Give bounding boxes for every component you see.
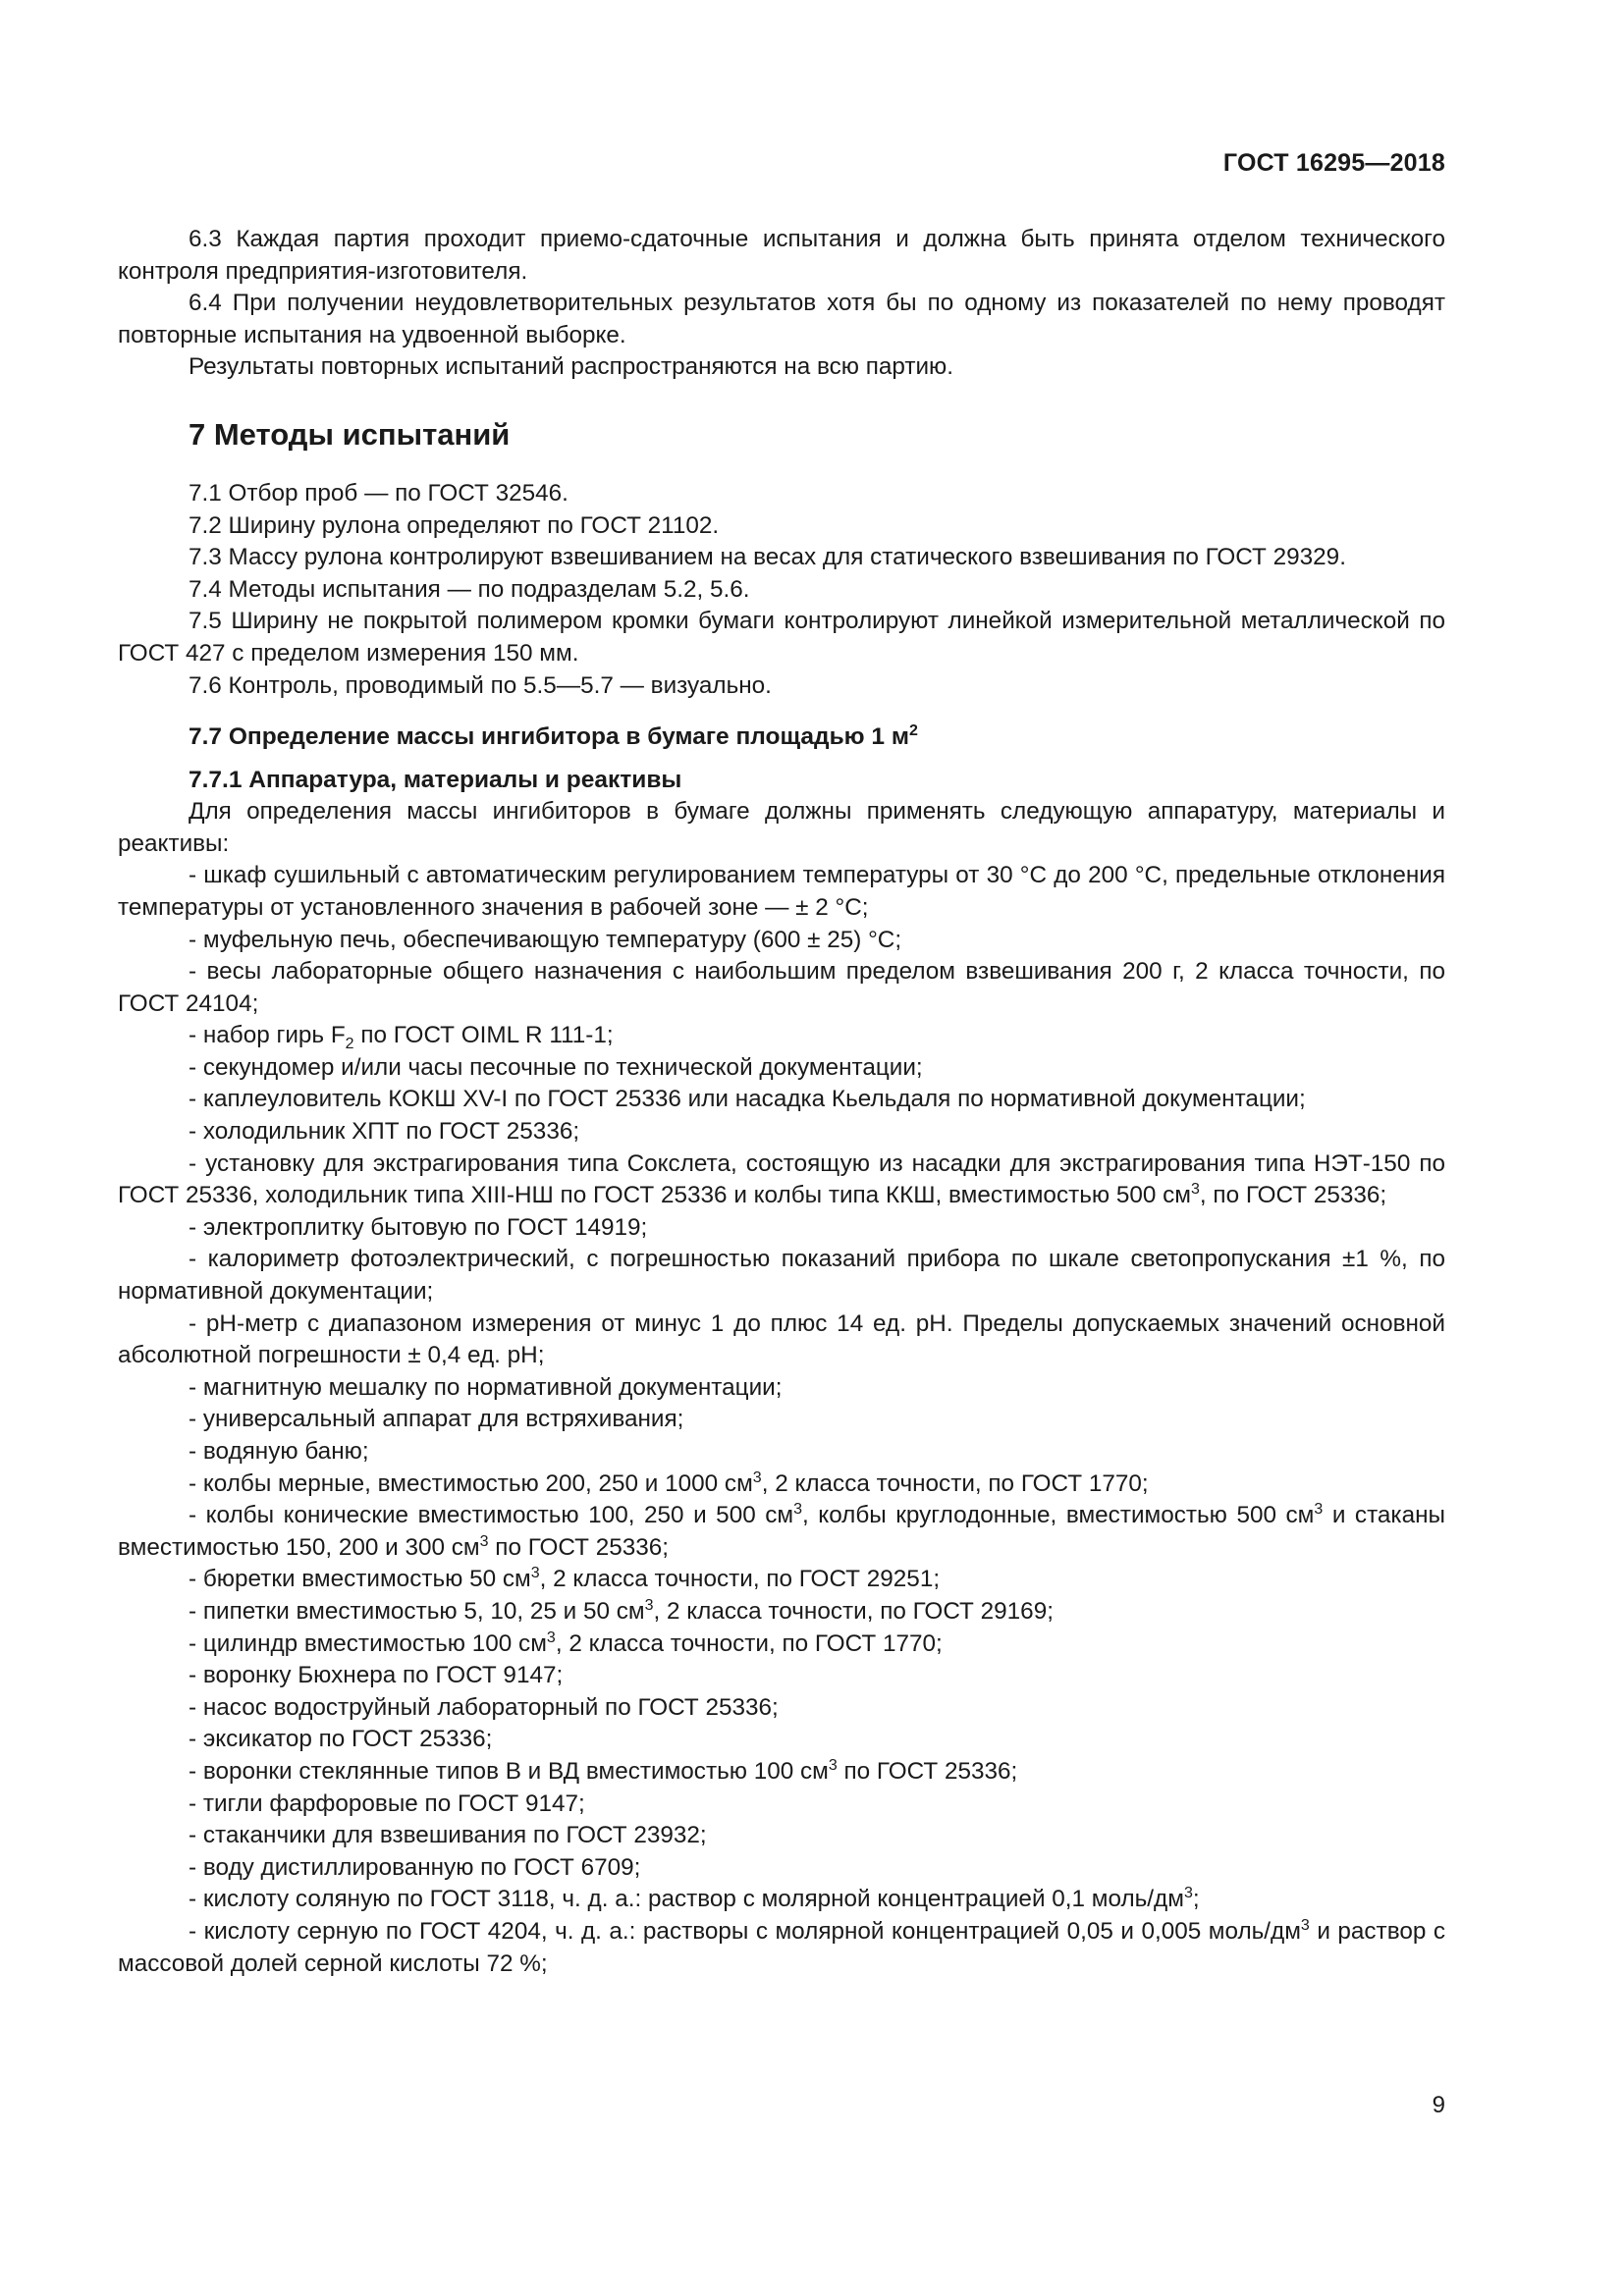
list-item-text: , 2 класса точности, по ГОСТ 1770; [555,1629,943,1657]
list-item-text: , 2 класса точности, по ГОСТ 29251; [539,1566,941,1593]
subsection-7-7-title [189,721,1445,753]
paragraph-7-3: 7.3 Массу рулона контролируют взвешиванием на весах для статического взвешивания по ГОСТ 29329. [189,544,1346,571]
list-item-text: и стаканы вместимостью 150, 200 и 300 см [118,1502,1445,1561]
list-item: - холодильник ХПТ по ГОСТ 25336; [189,1118,580,1146]
list-item-text: - кислоту соляную по ГОСТ 3118, ч. д. а.: раствор с молярной концентрацией 0,1 моль/дм [189,1886,1184,1913]
list-item [118,1564,1445,1596]
list-item-text: - колбы мерные, вместимостью 200, 250 и 1000 см [189,1469,753,1497]
list-item: - тигли фарфоровые по ГОСТ 9147; [189,1789,585,1817]
list-item [118,1756,1445,1789]
list-item: - каплеуловитель КОКШ XV-I по ГОСТ 25336 или насадка Кьельдаля по нормативной документации; [189,1086,1306,1113]
superscript: 3 [1183,1885,1193,1902]
list-item-text: по ГОСТ 25336; [837,1757,1018,1785]
superscript: 2 [908,722,918,740]
list-item-text: , 2 класса точности, по ГОСТ 29169; [653,1597,1054,1625]
paragraph-7-2: 7.2 Ширину рулона определяют по ГОСТ 21102. [189,511,720,539]
list-item-text: , 2 класса точности, по ГОСТ 1770; [761,1469,1149,1497]
list-item: - муфельную печь, обеспечивающую температуру (600 ± 25) °С; [189,926,902,953]
list-item: - эксикатор по ГОСТ 25336; [189,1726,493,1753]
list-item-text: , колбы круглодонные, вместимостью 500 см [802,1502,1315,1529]
list-item-text: - бюретки вместимостью 50 см [189,1566,531,1593]
list-item-text: - установку для экстрагирования типа Сокслета, состоящую из насадки для экстрагирования типа НЭТ-150 по ГОСТ 25336, холодильник типа XIII-НШ по ГОСТ 25336 и колбы типа ККШ, вместимостью 500 см [118,1149,1445,1209]
list-item-text: - кислоту серную по ГОСТ 4204, ч. д. а.: растворы с молярной концентрацией 0,05 и 0,005 моль/дм [189,1917,1301,1945]
list-item-text: - пипетки вместимостью 5, 10, 25 и 50 см [189,1597,645,1625]
subscript: 2 [345,1036,354,1053]
paragraph-7-6: 7.6 Контроль, проводимый по 5.5—5.7 — визуально. [189,671,772,699]
list-item-text: и раствор с массовой долей серной кислоты 72 %; [118,1917,1445,1977]
list-item-text: по ГОСТ OIML R 111-1; [353,1022,614,1049]
document-code-header: ГОСТ 16295—2018 [1222,149,1445,177]
superscript: 3 [479,1532,489,1550]
list-item: - весы лабораторные общего назначения с наибольшим пределом взвешивания 200 г, 2 класса точности, по ГОСТ 24104; [118,958,1445,1017]
superscript: 3 [546,1629,556,1646]
list-item [118,1916,1445,1980]
list-item [118,1500,1445,1564]
paragraph-7-5: 7.5 Ширину не покрытой полимером кромки бумаги контролируют линейкой измерительной металлической по ГОСТ 427 с пределом измерения 150 мм. [118,608,1445,667]
list-item [118,1884,1445,1916]
list-item: - электроплитку бытовую по ГОСТ 14919; [189,1213,648,1241]
superscript: 3 [1300,1916,1310,1934]
list-item [118,1468,1445,1501]
list-item-text: - цилиндр вместимостью 100 см [189,1629,547,1657]
list-item: - универсальный аппарат для встряхивания; [189,1406,684,1433]
superscript: 3 [530,1565,540,1582]
paragraph-6-3: 6.3 Каждая партия проходит приемо-сдаточные испытания и должна быть принята отделом технического контроля предприятия-изготовителя. [118,226,1445,285]
superscript: 3 [793,1501,803,1519]
list-item-text: - набор гирь F [189,1022,346,1049]
paragraph-6-4: 6.4 При получении неудовлетворительных результатов хотя бы по одному из показателей по нему проводят повторные испытания на удвоенной выборке. [118,290,1445,348]
superscript: 3 [828,1756,838,1774]
section-7-title: 7 Методы испытаний [189,416,511,452]
equipment-intro: Для определения массы ингибиторов в бумаге должны применять следующую аппаратуру, материалы и реактивы: [118,798,1445,857]
list-item: - насос водоструйный лабораторный по ГОСТ 25336; [189,1693,779,1721]
list-item: - шкаф сушильный с автоматическим регулированием температуры от 30 °С до 200 °С, предельные отклонения температуры от установленного значения в рабочей зоне — ± 2 °С; [118,862,1445,921]
paragraph-7-4: 7.4 Методы испытания — по подразделам 5.2, 5.6. [189,575,750,603]
superscript: 3 [752,1468,762,1486]
paragraph-7-1: 7.1 Отбор проб — по ГОСТ 32546. [189,479,568,507]
list-item: - секундомер и/или часы песочные по технической документации; [189,1053,923,1081]
list-item [118,1148,1445,1212]
list-item-text: - воронки стеклянные типов В и ВД вместимостью 100 см [189,1757,829,1785]
list-item-text: по ГОСТ 25336; [488,1533,670,1561]
list-item: - воронку Бюхнера по ГОСТ 9147; [189,1662,564,1689]
list-item-text: - колбы конические вместимостью 100, 250 и 500 см [189,1502,794,1529]
superscript: 3 [1191,1181,1200,1199]
list-item: - рН-метр с диапазоном измерения от минус 1 до плюс 14 ед. рН. Пределы допускаемых значений основной абсолютной погрешности ± 0,4 ед. рН; [118,1309,1445,1369]
list-item: - магнитную мешалку по нормативной документации; [189,1373,783,1401]
page-number: 9 [1432,2092,1445,2118]
list-item [118,1596,1445,1629]
list-item-text: ; [1192,1886,1200,1913]
list-item [118,1020,1445,1052]
superscript: 3 [644,1596,654,1614]
list-item: - стаканчики для взвешивания по ГОСТ 23932; [189,1822,707,1849]
superscript: 3 [1314,1501,1324,1519]
subsection-7-7-text: 7.7 Определение массы ингибитора в бумаге площадью 1 м [189,723,909,751]
subsection-7-7-1-title: 7.7.1 Аппаратура, материалы и реактивы [189,767,682,794]
list-item: - воду дистиллированную по ГОСТ 6709; [189,1853,641,1881]
list-item [118,1629,1445,1661]
list-item: - водяную баню; [189,1438,369,1465]
list-item: - калориметр фотоэлектрический, с погрешностью показаний прибора по шкале светопропускания ±1 %, по нормативной документации; [118,1246,1445,1306]
list-item-text: , по ГОСТ 25336; [1199,1182,1387,1209]
paragraph-6-4-result: Результаты повторных испытаний распространяются на всю партию. [189,353,954,381]
page-body [118,224,1445,1980]
